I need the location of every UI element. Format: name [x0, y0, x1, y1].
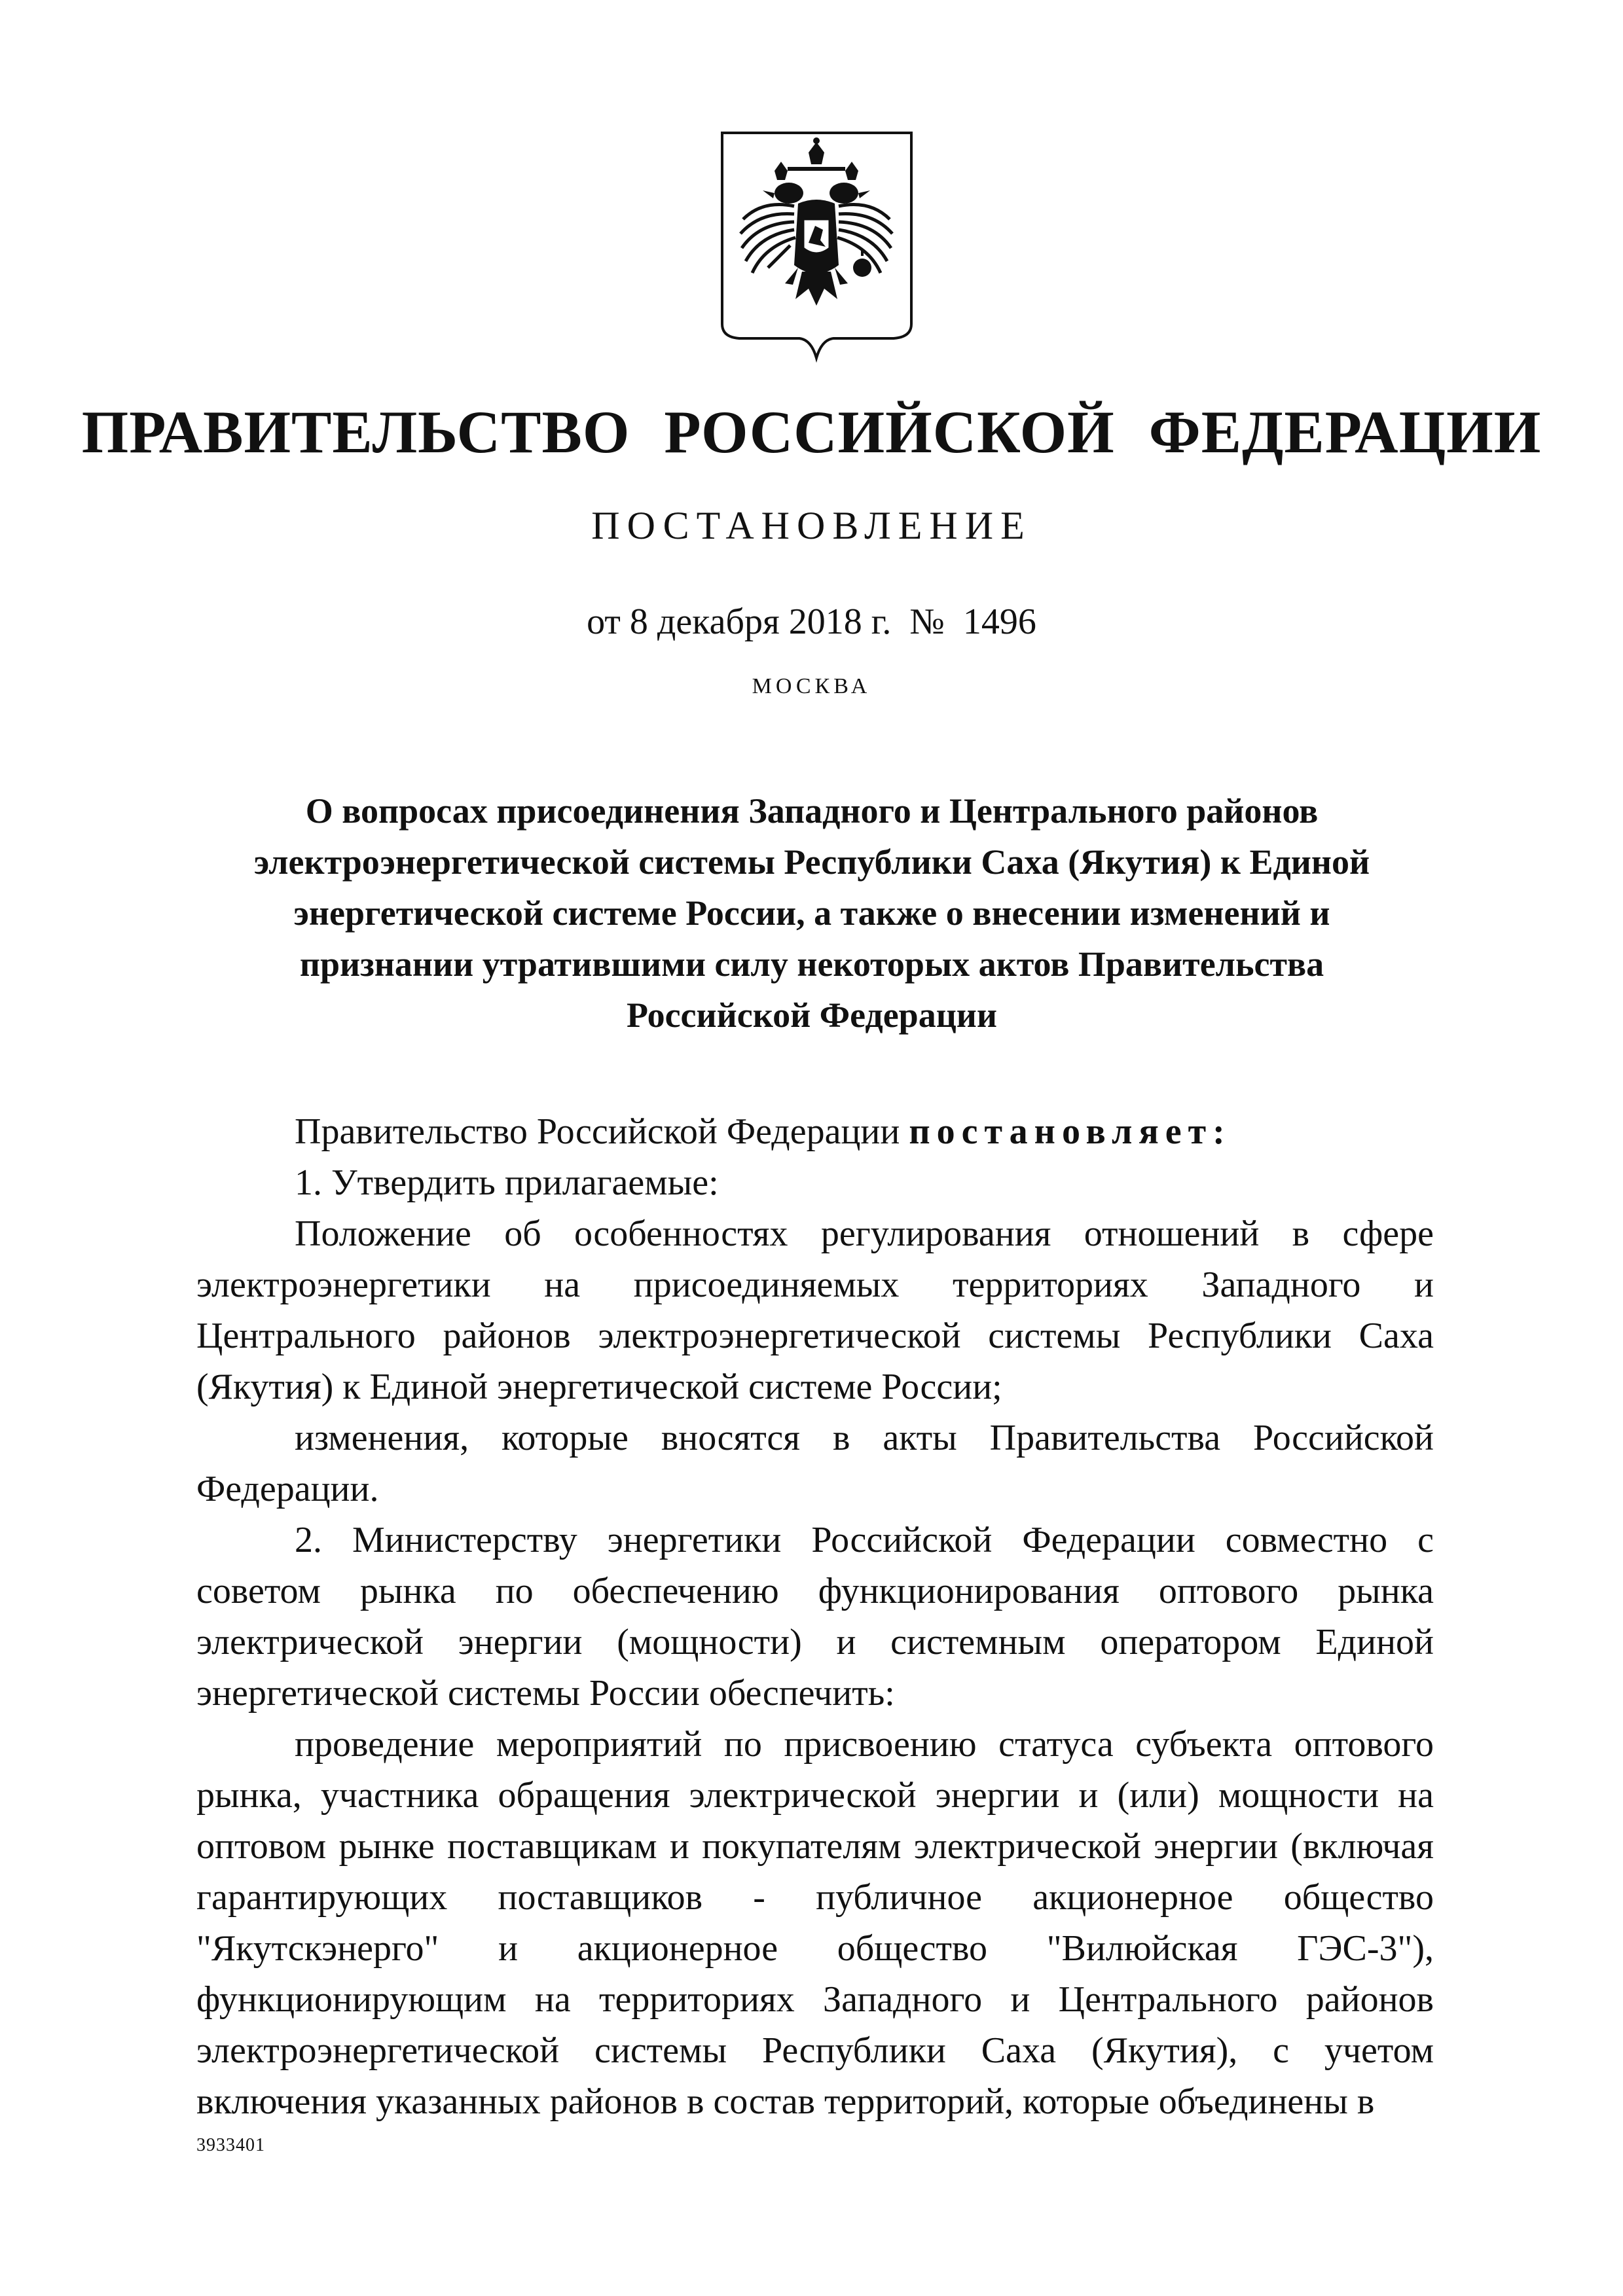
- date-prefix: от: [587, 601, 621, 642]
- paragraph: 1. Утвердить прилагаемые:: [295, 1162, 719, 1203]
- coat-of-arms-emblem: [717, 128, 917, 363]
- paragraph: изменения, которые вносятся в акты Правительства Российской Федерации.: [196, 1418, 1434, 1509]
- document-subject: [216, 785, 1408, 1041]
- subject-line: О вопросах присоединения Западного и Центрального районов: [305, 791, 1319, 831]
- document-number: 1496: [962, 601, 1036, 642]
- subject-line: Российской Федерации: [626, 996, 998, 1035]
- document-date: 8 декабря 2018 г.: [629, 601, 892, 642]
- subject-line: энергетической системе России, а также о внесении изменений и: [293, 893, 1330, 933]
- number-sign: №: [909, 601, 945, 642]
- subject-line: электроэнергетической системы Республики Саха (Якутия) к Единой: [253, 842, 1370, 882]
- document-date-number: [0, 602, 1623, 643]
- government-title: ПРАВИТЕЛЬСТВО РОССИЙСКОЙ ФЕДЕРАЦИИ: [81, 399, 1542, 465]
- paragraph: Положение об особенностях регулирования отношений в сфере электроэнергетики на присоединяемых территориях Западного и Центрального районов электроэнергетической системы Республики Саха (Якутия) к Единой энергетической системе России;: [196, 1213, 1434, 1407]
- document-code: 3933401: [196, 2135, 265, 2155]
- paragraph: проведение мероприятий по присвоению статуса субъекта оптового рынка, участника обращения электрической энергии и (или) мощности на оптовом рынке поставщикам и покупателям электрической энергии (включая гарантирующих поставщиков - публичное акционерное общество "Якутскэнерго" и акционерное общество "Вилюйская ГЭС-3"), функционирующим на территориях Западного и Центрального районов электроэнергетической системы Республики Саха (Якутия), с учетом включения указанных районов в состав территорий, которые объединены в: [196, 1724, 1434, 2122]
- document-type: ПОСТАНОВЛЕНИЕ: [591, 504, 1032, 547]
- preamble-emphasis: постановляет:: [909, 1111, 1231, 1152]
- document-body: [196, 1106, 1434, 2127]
- subject-line: признании утратившими силу некоторых актов Правительства: [299, 944, 1324, 984]
- city: МОСКВА: [752, 674, 871, 698]
- preamble-text: Правительство Российской Федерации: [295, 1111, 900, 1152]
- preamble: [196, 1106, 1434, 1157]
- paragraph: 2. Министерству энергетики Российской Федерации совместно с советом рынка по обеспечению функционирования оптового рынка электрической энергии (мощности) и системным оператором Единой энергетической системы России обеспечить:: [196, 1520, 1434, 1713]
